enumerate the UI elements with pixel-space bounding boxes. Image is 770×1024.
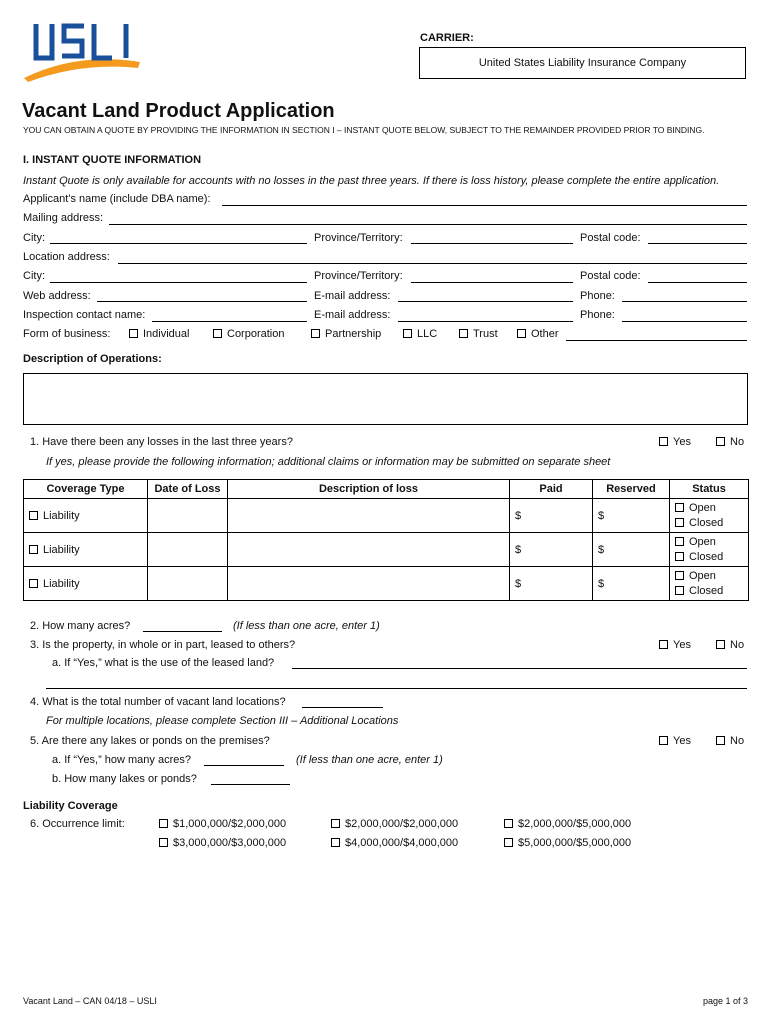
loss-history-table: [23, 479, 749, 601]
mailing-label: Mailing address:: [23, 212, 104, 224]
q5-text: 5. Are there any lakes or ponds on the premises?: [30, 735, 270, 747]
checkbox[interactable]: [504, 838, 513, 847]
liability-heading: Liability Coverage: [23, 800, 118, 812]
applicant-label: Applicant’s name (include DBA name):: [23, 193, 211, 205]
locations-count-field[interactable]: [302, 707, 383, 708]
form-trust-option[interactable]: Trust: [459, 328, 498, 340]
checkbox[interactable]: [675, 552, 684, 561]
email-label: E-mail address:: [314, 290, 391, 302]
carrier-value: United States Liability Insurance Company: [478, 57, 687, 69]
q1-yes-option[interactable]: Yes: [659, 436, 691, 448]
checkbox[interactable]: [311, 329, 320, 338]
status-closed-option[interactable]: Closed: [675, 550, 743, 565]
checkbox[interactable]: [159, 819, 168, 828]
table-row: [24, 499, 749, 533]
coverage-cell[interactable]: Liability: [24, 567, 148, 601]
form-individual-option[interactable]: Individual: [129, 328, 189, 340]
limit-option-2m-2m[interactable]: $2,000,000/$2,000,000: [331, 818, 458, 830]
q1-note: If yes, please provide the following information; additional claims or information may be submitted on separate sheet: [46, 456, 611, 468]
page-subtitle: YOU CAN OBTAIN A QUOTE BY PROVIDING THE INFORMATION IN SECTION I – INSTANT QUOTE BELOW, SUBJECT TO THE REMAINDER PROVIDED PRIOR TO BINDING.: [23, 125, 705, 135]
checkbox[interactable]: [659, 736, 668, 745]
footer-form-id: Vacant Land – CAN 04/18 – USLI: [23, 996, 157, 1006]
email-field-2[interactable]: [398, 321, 573, 322]
limit-option-2m-5m[interactable]: $2,000,000/$5,000,000: [504, 818, 631, 830]
mailing-address-field[interactable]: [109, 224, 747, 225]
form-other-option[interactable]: Other: [517, 328, 559, 340]
status-open-option[interactable]: Open: [675, 569, 743, 584]
inspection-label: Inspection contact name:: [23, 309, 146, 321]
phone-label: Phone:: [580, 290, 615, 302]
form-corporation-option[interactable]: Corporation: [213, 328, 284, 340]
checkbox[interactable]: [29, 511, 38, 520]
col-status: Status: [670, 480, 749, 499]
checkbox[interactable]: [716, 437, 725, 446]
lakes-count-field[interactable]: [211, 784, 290, 785]
status-cell: [670, 533, 749, 567]
q3-text: 3. Is the property, in whole or in part, leased to others?: [30, 639, 296, 651]
table-row: [24, 533, 749, 567]
reserved-cell[interactable]: $: [593, 567, 670, 601]
description-cell[interactable]: [228, 499, 510, 533]
city-field[interactable]: [50, 243, 307, 244]
location-label: Location address:: [23, 251, 110, 263]
postal-label-2: Postal code:: [580, 270, 641, 282]
q2-text: 2. How many acres?: [30, 620, 131, 632]
page-title: Vacant Land Product Application: [22, 100, 335, 122]
footer-page-number: page 1 of 3: [702, 996, 748, 1006]
table-row: [24, 567, 749, 601]
col-reserved: Reserved: [593, 480, 670, 499]
q4-note: For multiple locations, please complete Section III – Additional Locations: [46, 715, 399, 727]
checkbox[interactable]: [675, 571, 684, 580]
description-cell[interactable]: [228, 567, 510, 601]
checkbox[interactable]: [659, 437, 668, 446]
acres-field[interactable]: [143, 631, 222, 632]
status-closed-option[interactable]: Closed: [675, 584, 743, 599]
province-field[interactable]: [411, 243, 573, 244]
city-label: City:: [23, 232, 45, 244]
q1-text: 1. Have there been any losses in the last three years?: [30, 436, 293, 448]
usli-logo-mark: [22, 18, 142, 82]
q2-note: (If less than one acre, enter 1): [233, 620, 380, 632]
status-cell: [670, 567, 749, 601]
checkbox[interactable]: [331, 838, 340, 847]
checkbox[interactable]: [129, 329, 138, 338]
checkbox[interactable]: [716, 640, 725, 649]
q5-sub-a-note: (If less than one acre, enter 1): [296, 754, 443, 766]
checkbox[interactable]: [403, 329, 412, 338]
description-textarea[interactable]: [23, 373, 748, 425]
paid-cell[interactable]: $: [510, 533, 593, 567]
province-field-2[interactable]: [411, 282, 573, 283]
paid-cell[interactable]: $: [510, 499, 593, 533]
q1-no-option[interactable]: No: [716, 436, 744, 448]
province-label-2: Province/Territory:: [314, 270, 403, 282]
carrier-label: CARRIER:: [420, 32, 474, 44]
section-heading: I. INSTANT QUOTE INFORMATION: [23, 154, 202, 166]
leased-land-use-field-2[interactable]: [46, 688, 747, 689]
city-field-2[interactable]: [50, 282, 307, 283]
col-paid: Paid: [510, 480, 593, 499]
inspection-contact-field[interactable]: [152, 321, 307, 322]
reserved-cell[interactable]: $: [593, 499, 670, 533]
status-open-option[interactable]: Open: [675, 501, 743, 516]
form-of-business-label: Form of business:: [23, 328, 111, 340]
postal-label: Postal code:: [580, 232, 641, 244]
email-field[interactable]: [398, 301, 573, 302]
leased-land-use-field[interactable]: [292, 668, 747, 669]
checkbox[interactable]: [159, 838, 168, 847]
limit-option-1m-2m[interactable]: $1,000,000/$2,000,000: [159, 818, 286, 830]
status-closed-option[interactable]: Closed: [675, 516, 743, 531]
location-address-field[interactable]: [118, 263, 747, 264]
checkbox[interactable]: [675, 537, 684, 546]
coverage-cell[interactable]: Liability: [24, 533, 148, 567]
carrier-box: [419, 47, 746, 79]
q3-yes-option[interactable]: Yes: [659, 639, 691, 651]
phone-label-2: Phone:: [580, 309, 615, 321]
lake-acres-field[interactable]: [204, 765, 284, 766]
date-cell[interactable]: [148, 567, 228, 601]
checkbox[interactable]: [504, 819, 513, 828]
checkbox[interactable]: [29, 579, 38, 588]
email-label-2: E-mail address:: [314, 309, 391, 321]
checkbox[interactable]: [517, 329, 526, 338]
paid-cell[interactable]: $: [510, 567, 593, 601]
web-label: Web address:: [23, 290, 91, 302]
status-open-option[interactable]: Open: [675, 535, 743, 550]
checkbox[interactable]: [716, 736, 725, 745]
q5-yes-option[interactable]: Yes: [659, 735, 691, 747]
limit-option-4m-4m[interactable]: $4,000,000/$4,000,000: [331, 837, 458, 849]
phone-field[interactable]: [622, 301, 747, 302]
checkbox[interactable]: [675, 518, 684, 527]
postal-code-field[interactable]: [648, 243, 747, 244]
usli-logo: [22, 18, 142, 82]
limit-option-3m-3m[interactable]: $3,000,000/$3,000,000: [159, 837, 286, 849]
date-cell[interactable]: [148, 533, 228, 567]
status-cell: [670, 499, 749, 533]
q5-sub-b: b. How many lakes or ponds?: [52, 773, 197, 785]
checkbox[interactable]: [675, 586, 684, 595]
date-cell[interactable]: [148, 499, 228, 533]
postal-code-field-2[interactable]: [648, 282, 747, 283]
q4-text: 4. What is the total number of vacant land locations?: [30, 696, 286, 708]
q6-text: 6. Occurrence limit:: [30, 818, 125, 830]
web-address-field[interactable]: [97, 301, 307, 302]
description-cell[interactable]: [228, 533, 510, 567]
limit-option-5m-5m[interactable]: $5,000,000/$5,000,000: [504, 837, 631, 849]
q3-no-option[interactable]: No: [716, 639, 744, 651]
city-label-2: City:: [23, 270, 45, 282]
instant-quote-note: Instant Quote is only available for accounts with no losses in the past three years. If there is loss history, please complete the entire application.: [23, 175, 720, 187]
checkbox[interactable]: [459, 329, 468, 338]
q5-no-option[interactable]: No: [716, 735, 744, 747]
checkbox[interactable]: [29, 545, 38, 554]
form-partnership-option[interactable]: Partnership: [311, 328, 381, 340]
col-date-of-loss: Date of Loss: [148, 480, 228, 499]
applicant-name-field[interactable]: [222, 205, 747, 206]
checkbox[interactable]: [213, 329, 222, 338]
coverage-cell[interactable]: Liability: [24, 499, 148, 533]
checkbox[interactable]: [675, 503, 684, 512]
checkbox[interactable]: [331, 819, 340, 828]
table-header-row: [24, 480, 749, 499]
checkbox[interactable]: [659, 640, 668, 649]
description-label: Description of Operations:: [23, 353, 162, 365]
col-coverage-type: Coverage Type: [24, 480, 148, 499]
col-description: Description of loss: [228, 480, 510, 499]
province-label: Province/Territory:: [314, 232, 403, 244]
q5-sub-a: a. If “Yes,” how many acres?: [52, 754, 191, 766]
form-llc-option[interactable]: LLC: [403, 328, 437, 340]
reserved-cell[interactable]: $: [593, 533, 670, 567]
form-other-field[interactable]: [566, 340, 747, 341]
phone-field-2[interactable]: [622, 321, 747, 322]
q3-sub-a: a. If “Yes,” what is the use of the leased land?: [52, 657, 275, 669]
